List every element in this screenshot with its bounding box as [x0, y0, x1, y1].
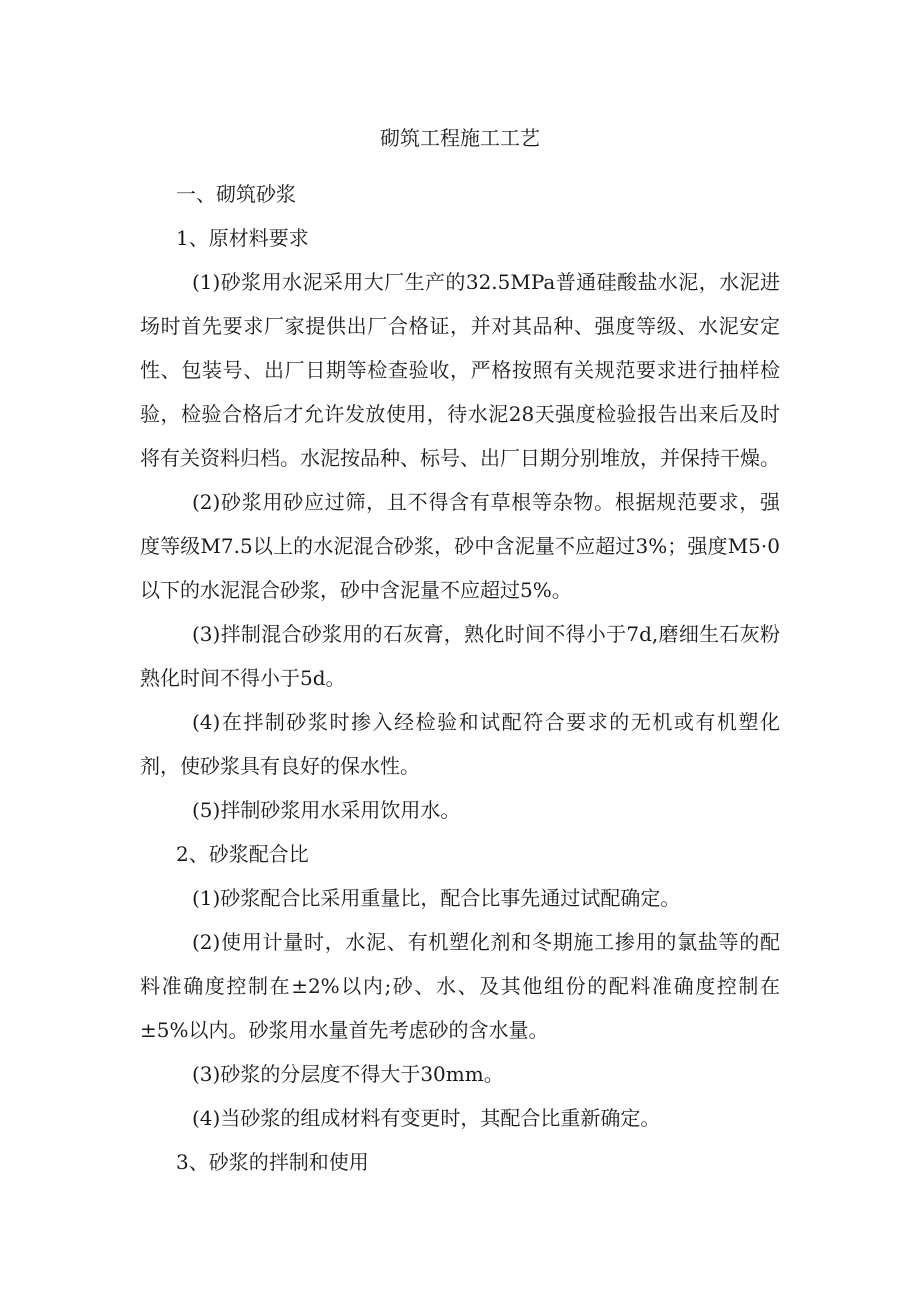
paragraph-item: (2)砂浆用砂应过筛，且不得含有草根等杂物。根据规范要求，强度等级M7.5以上的水泥混合砂浆，砂中含泥量不应超过3%；强度M5·0以下的水泥混合砂浆，砂中含泥量不应超过5%。	[140, 490, 780, 602]
subsection-heading: 3、砂浆的拌制和使用	[176, 1150, 369, 1174]
paragraph-item: (3)砂浆的分层度不得大于30mm。	[192, 1062, 504, 1086]
paragraph-item: (3)拌制混合砂浆用的石灰膏，熟化时间不得小于7d,磨细生石灰粉熟化时间不得小于5d。	[140, 622, 780, 690]
paragraph-item: (5)拌制砂浆用水采用饮用水。	[192, 798, 461, 822]
paragraph-item: (4)当砂浆的组成材料有变更时，其配合比重新确定。	[192, 1106, 661, 1130]
paragraph-item: (1)砂浆用水泥采用大厂生产的32.5MPa普通硅酸盐水泥，水泥进场时首先要求厂家提供出厂合格证，并对其品种、强度等级、水泥安定性、包装号、出厂日期等检查验收，严格按照有关规范要求进行抽样检验，检验合格后才允许发放使用，待水泥28天强度检验报告出来后及时将有关资料归档。水泥按品种、标号、出厂日期分别堆放，并保持干燥。	[140, 270, 780, 470]
paragraph-item: (4)在拌制砂浆时掺入经检验和试配符合要求的无机或有机塑化剂，使砂浆具有良好的保水性。	[140, 710, 780, 778]
paragraph-item: (2)使用计量时，水泥、有机塑化剂和冬期施工掺用的氯盐等的配料准确度控制在±2%以内;砂、水、及其他组份的配料准确度控制在±5%以内。砂浆用水量首先考虑砂的含水量。	[140, 930, 780, 1042]
subsection-heading: 1、原材料要求	[176, 226, 309, 250]
section-heading: 一、砌筑砂浆	[176, 182, 296, 206]
paragraph-item: (1)砂浆配合比采用重量比，配合比事先通过试配确定。	[192, 886, 681, 910]
document-title: 砌筑工程施工工艺	[380, 126, 540, 150]
subsection-heading: 2、砂浆配合比	[176, 842, 309, 866]
